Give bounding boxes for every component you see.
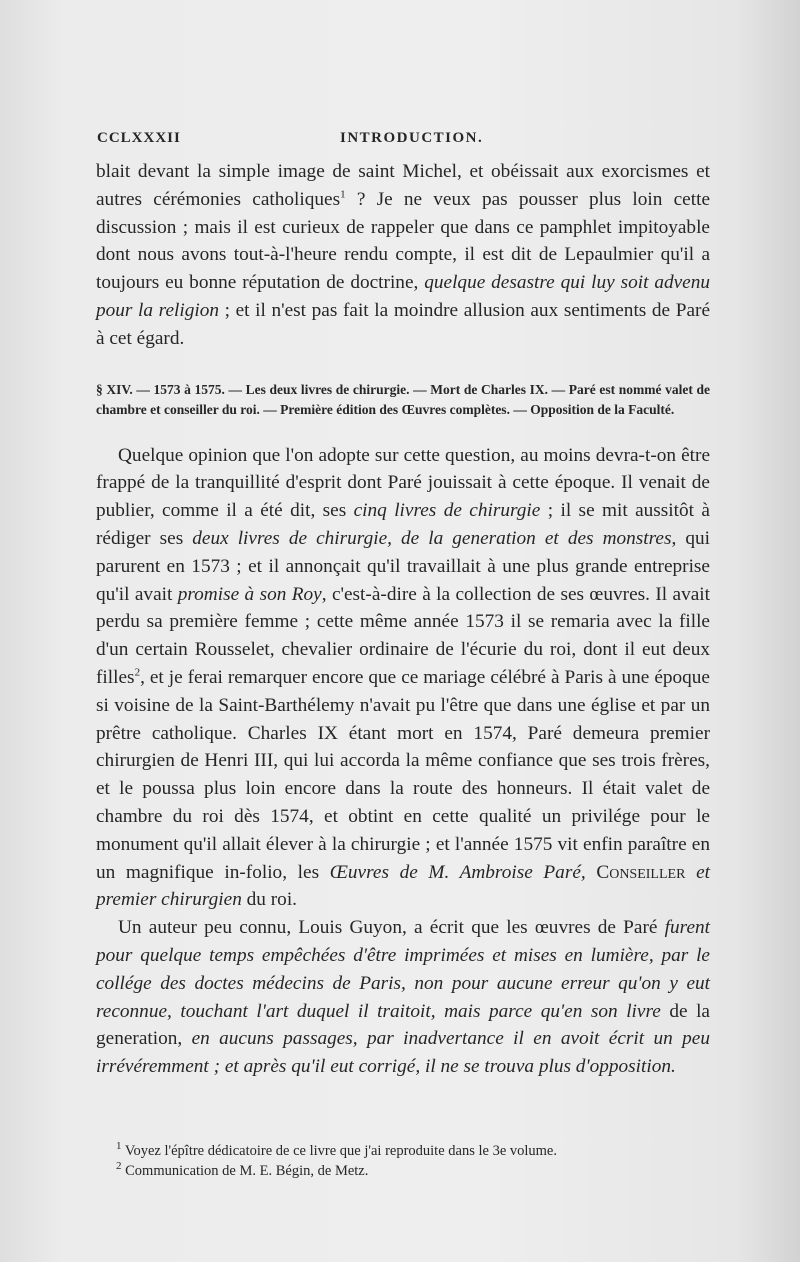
paragraph-3 [96, 914, 710, 1081]
text-run: , c'est-à-dire à la collection de ses œuvres. Il avait perdu sa première femme ; cette même année 1573 il se remaria avec la fille d'un certain Rousselet, chevalier ordinaire de l'écurie du roi, dont il eut deux filles [96, 583, 710, 688]
page-header [97, 130, 707, 154]
paragraph-2 [96, 442, 710, 915]
text-run: blait devant la simple image de saint Michel, et obéissait aux exorcismes et autres cérémonies catholiques [96, 161, 710, 210]
text-run: ? Je ne veux pas pousser plus loin cette discussion ; mais il est curieux de rappeler que dans ce pamphlet impitoyable dont nous avons tout-à-l'heure rendu compte, il est dit de Lepaulmier qu'il a toujours eu bonne réputation de doctrine, [96, 188, 711, 294]
footnote-2 [116, 1161, 716, 1181]
italic-title: deux livres de chirurgie, de la generation et des monstres [192, 527, 672, 549]
text-run: de la generation, [96, 1000, 710, 1050]
main-text [96, 158, 710, 1081]
page-number: CCLXXXII [97, 130, 181, 146]
italic-quote: en aucuns passages, par inadvertance il en avoit écrit un peu irrévéremment ; et après qu'il eut corrigé, il ne se trouva plus d'opposition. [96, 1028, 710, 1078]
section-heading: § XIV. — 1573 à 1575. — Les deux livres de chirurgie. — Mort de Charles IX. — Paré est nommé valet de chambre et conseiller du roi. — Première édition des Œuvres complètes. — Opposition de la Faculté. [96, 381, 710, 417]
text-run: ; il se mit aussitôt à rédiger ses [96, 500, 710, 549]
italic-quote: furent pour quelque temps empêchées d'être imprimées et mises en lumière, par le collége des doctes médecins de Paris, non pour aucune erreur qu'on y eut reconnue, touchant l'art duquel il traitoit, mais parce qu'en son livre [96, 917, 710, 1022]
footnotes [116, 1141, 716, 1181]
italic-title: Œuvres de M. Ambroise Paré, [329, 861, 586, 883]
text-run: ; et il n'est pas fait la moindre allusion aux sentiments de Paré à cet égard. [96, 299, 711, 349]
paragraph-1 [96, 158, 710, 353]
footnote-mark: 1 [116, 1140, 122, 1153]
italic-title: et premier chirurgien [96, 861, 710, 911]
italic-title: cinq livres de chirurgie [353, 500, 541, 522]
text-run: , et je ferai remarquer encore que ce mariage célébré à Paris à une époque si voisine de la Saint-Barthélemy n'avait pu l'être que dans une église et par un prêtre catholique. Charles IX étant mort en 1574, Paré demeura premier chirurgien de Henri III, qui lui accorda la même confiance que ses trois frères, et le poussa plus loin encore dans la route des honneurs. Il était valet de chambre du roi dès 1574, et obtint en cette qualité un privilége pour le monument qu'il allait élever à la chirurgie ; et l'année 1575 vit enfin paraître en un magnifique in-folio, les [96, 666, 710, 883]
footnote-1 [116, 1141, 716, 1161]
italic-quote: quelque desastre qui luy soit advenu pour la religion [96, 272, 710, 321]
italic-quote: promise à son Roy [177, 583, 322, 605]
footnote-ref-2: 2 [134, 666, 141, 679]
footnote-text: Voyez l'épître dédicatoire de ce livre que j'ai reproduite dans le 3e volume. [121, 1143, 557, 1159]
small-caps-text: Conseiller [585, 861, 686, 883]
footnote-ref-1: 1 [340, 188, 346, 201]
text-run: du roi. [241, 889, 298, 911]
footnote-text: Communication de M. E. Bégin, de Metz. [121, 1163, 369, 1179]
running-head: INTRODUCTION. [340, 130, 484, 146]
text-run: Un auteur peu connu, Louis Guyon, a écrit que les œuvres de Paré [118, 917, 665, 939]
footnote-mark: 2 [116, 1160, 122, 1173]
text-run: Quelque opinion que l'on adopte sur cette question, au moins devra-t-on être frappé de la tranquillité d'esprit dont Paré jouissait à cette époque. Il venait de publier, comme il a été dit, ses [96, 444, 710, 522]
text-run: , qui parurent en 1573 ; et il annonçait qu'il travaillait à une plus grande entreprise qu'il avait [96, 527, 710, 605]
